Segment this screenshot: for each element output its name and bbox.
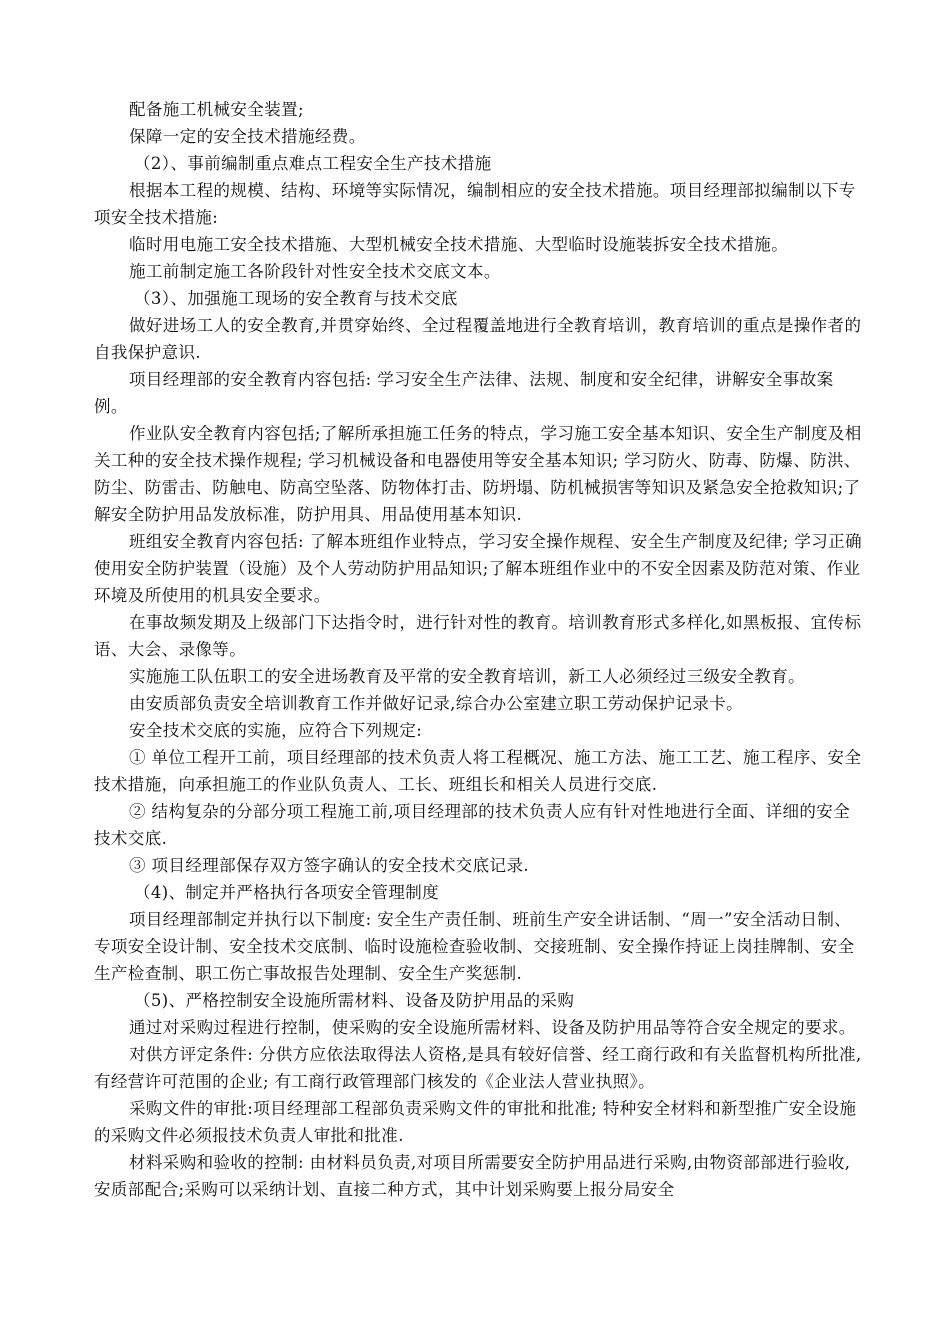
paragraph: 做好进场工人的安全教育,并贯穿始终、全过程覆盖地进行全教育培训，教育培训的重点是操作者的自我保护意识. [94,316,862,362]
paragraph: 临时用电施工安全技术措施、大型机械安全技术措施、大型临时设施装拆安全技术措施。 [129,235,789,254]
paragraph: ① 单位工程开工前，项目经理部的技术负责人将工程概况、施工方法、施工工艺、施工程序、安全技术措施，向承担施工的作业队负责人、工长、班组长和相关人员进行交底. [94,748,862,794]
section-heading: （3）、加强施工现场的安全教育与技术交底 [134,289,458,308]
section-heading: （4)、制定并严格执行各项安全管理制度 [134,883,440,902]
paragraph: 对供方评定条件: 分供方应依法取得法人资格,是具有较好信誉、经工商行政和有关监督机构所批准,有经营许可范围的企业; 有工商行政管理部门核发的《企业法人营业执照》。 [94,1045,862,1091]
section-heading: （5)、严格控制安全设施所需材料、设备及防护用品的采购 [134,991,575,1010]
paragraph: 由安质部负责安全培训教育工作并做好记录,综合办公室建立职工劳动保护记录卡。 [129,694,744,713]
paragraph: ② 结构复杂的分部分项工程施工前,项目经理部的技术负责人应有针对性地进行全面、详细的安全技术交底. [94,802,851,848]
section-heading: （2）、事前编制重点难点工程安全生产技术措施 [134,154,492,173]
paragraph: 通过对采购过程进行控制，使采购的安全设施所需材料、设备及防护用品等符合安全规定的要求。 [129,1018,856,1037]
paragraph: 在事故频发期及上级部门下达指令时，进行针对性的教育。培训教育形式多样化,如黑板报、宜传标语、大会、录像等。 [94,613,862,659]
paragraph: 项目经理部的安全教育内容包括: 学习安全生产法律、法规、制度和安全纪律，讲解安全事故案例。 [94,370,834,416]
paragraph: 保障一定的安全技术措施经费。 [129,127,366,146]
paragraph: 施工前制定施工各阶段针对性安全技术交底文本。 [129,262,501,281]
paragraph: 项目经理部制定并执行以下制度: 安全生产责任制、班前生产安全讲话制、“周一”安全活动日制、专项安全设计制、安全技术交底制、临时设施检查验收制、交接班制、安全操作持证上岗挂牌制、安全生产检查制、职工伤亡事故报告处理制、安全生产奖惩制. [94,910,855,983]
paragraph: 根据本工程的规模、结构、环境等实际情况，编制相应的安全技术措施。项目经理部拟编制以下专项安全技术措施: [94,181,856,227]
paragraph: 材料采购和验收的控制: 由材料员负责,对项目所需要安全防护用品进行采购,由物资部部进行验收,安质部配合;采购可以采纳计划、直接二种方式，其中计划采购要上报分局安全 [94,1153,851,1199]
paragraph: 安全技术交底的实施，应符合下列规定: [129,721,423,740]
paragraph: 作业队安全教育内容包括;了解所承担施工任务的特点，学习施工安全基本知识、安全生产制度及相关工种的安全技术操作规程; 学习机械设备和电器使用等安全基本知识; 学习防火、防毒、防爆、防洪、防尘、防雷击、防触电、防高空坠落、防物体打击、防坍塌、防机械损害等知识及紧急安全抢救知识;了解安全防护用品发放标准，防护用具、用品使用基本知识. [94,424,862,524]
paragraph: 配备施工机械安全装置; [129,100,304,119]
document-body [94,96,864,1203]
paragraph: 实施施工队伍职工的安全进场教育及平常的安全教育培训，新工人必须经过三级安全教育。 [129,667,805,686]
paragraph: ③ 项目经理部保存双方签字确认的安全技术交底记录. [129,856,529,875]
paragraph: 班组安全教育内容包括: 了解本班组作业特点，学习安全操作规程、安全生产制度及纪律; 学习正确使用安全防护装置（设施）及个人劳动防护用品知识;了解本班组作业中的不安全因素及防范对策、作业环境及所使用的机具安全要求。 [94,532,863,605]
paragraph: 采购文件的审批:项目经理部工程部负责采购文件的审批和批准; 特种安全材料和新型推广安全设施的采购文件必须报技术负责人审批和批准. [94,1099,857,1145]
